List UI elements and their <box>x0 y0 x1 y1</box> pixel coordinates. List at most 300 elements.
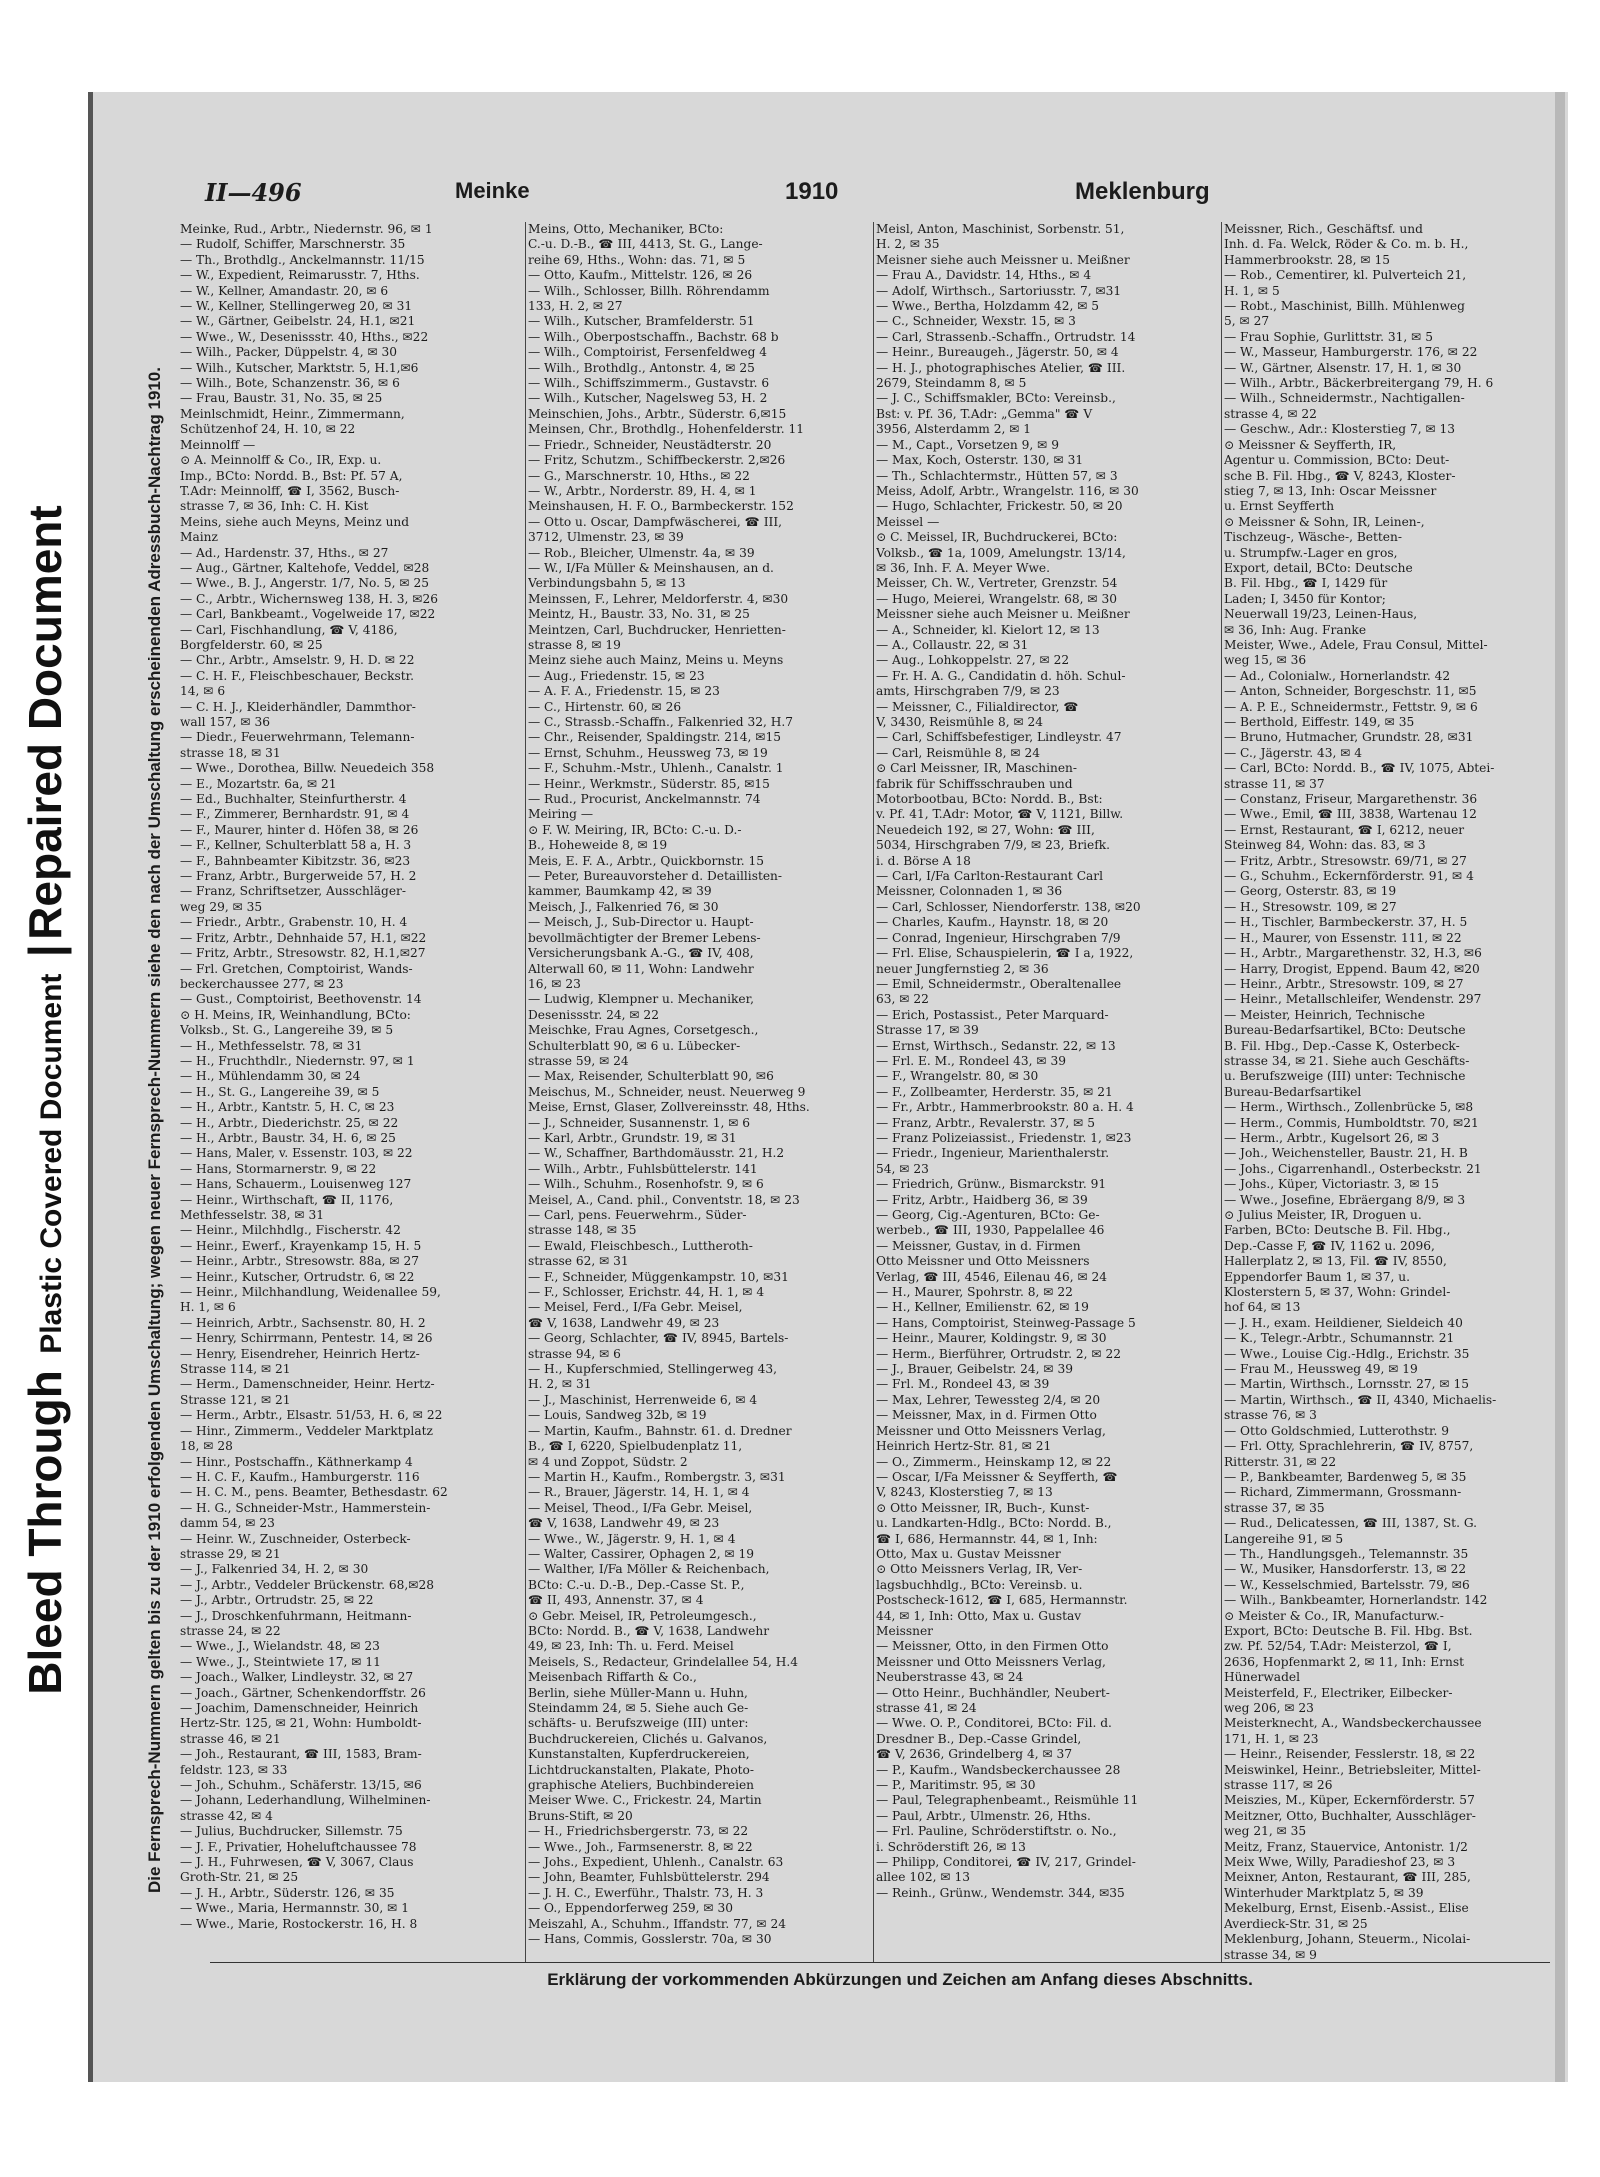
footer-rule <box>210 1962 1550 1963</box>
directory-entry: weg 15, ✉ 36 <box>1224 653 1307 668</box>
directory-entry: Meins, Otto, Mechaniker, BCto: <box>528 222 724 236</box>
directory-entry: — Frl. Elise, Schauspielerin, ☎ I a, 1922, <box>876 946 1134 961</box>
directory-entry: Volksb., ☎ 1a, 1009, Amelungstr. 13/14, <box>876 545 1126 560</box>
directory-entry: Otto, Max u. Gustav Meissner <box>876 1546 1061 1561</box>
directory-entry: — Fritz, Arbtr., Stresowstr. 82, H.1,✉27 <box>180 946 426 961</box>
directory-entry: Steinweg 84, Wohn: das. 83, ✉ 3 <box>1224 838 1426 853</box>
directory-entry: — Richard, Zimmermann, Grossmann- <box>1224 1485 1462 1500</box>
directory-entry: ⊙ Meissner & Sohn, IR, Leinen-, <box>1224 514 1425 529</box>
directory-entry: — W., Arbtr., Norderstr. 89, H. 4, ✉ 1 <box>528 483 757 498</box>
directory-entry: — Th., Schlachtermstr., Hütten 57, ✉ 3 <box>876 468 1118 483</box>
directory-entry: — Geschw., Adr.: Klosterstieg 7, ✉ 13 <box>1224 422 1456 437</box>
directory-entry: amts, Hirschgraben 7/9, ✉ 23 <box>876 684 1060 699</box>
directory-entry: Borgfelderstr. 60, ✉ 25 <box>180 637 323 652</box>
directory-entry: — Meisch, J., Sub-Director u. Haupt- <box>528 915 754 930</box>
directory-entry: — Frl. E. M., Rondeel 43, ✉ 39 <box>876 1053 1066 1068</box>
directory-entry: Meitzner, Otto, Buchhalter, Ausschläger- <box>1224 1808 1476 1823</box>
directory-entry: — Wwe., Josefine, Ebräergang 8/9, ✉ 3 <box>1224 1192 1466 1207</box>
directory-entry: sche B. Fil. Hbg., ☎ V, 8243, Kloster- <box>1224 468 1456 483</box>
directory-entry: — Wwe., W., Desenissstr. 40, Hths., ✉22 <box>180 329 429 344</box>
directory-entry: — P., Maritimstr. 95, ✉ 30 <box>876 1778 1036 1793</box>
directory-entry: ⊙ F. W. Meiring, IR, BCto: C.-u. D.- <box>528 822 742 837</box>
directory-entry: — Bruno, Hutmacher, Grundstr. 28, ✉31 <box>1224 730 1474 745</box>
directory-entry: — Wwe., Marie, Rostockerstr. 16, H. 8 <box>180 1916 418 1931</box>
directory-entry: B., ☎ I, 6220, Spielbudenplatz 11, <box>528 1439 743 1454</box>
directory-entry: Mainz <box>180 530 218 545</box>
directory-entry: — Henry, Eisendreher, Heinrich Hertz- <box>180 1346 420 1361</box>
directory-entry: strasse 24, ✉ 22 <box>180 1623 281 1638</box>
directory-entry: — Meisel, Theod., I/Fa Gebr. Meisel, <box>528 1500 753 1515</box>
directory-entry: Meinsen, Chr., Brothdlg., Hohenfelderstr. 11 <box>528 422 805 437</box>
directory-entry: — Ernst, Restaurant, ☎ I, 6212, neuer <box>1224 822 1465 837</box>
directory-entry: — Gust., Comptoirist, Beethovenstr. 14 <box>180 992 422 1007</box>
directory-entry: Meissner und Otto Meissners Verlag, <box>876 1423 1106 1438</box>
directory-entry: — Ed., Buchhalter, Steinfurtherstr. 4 <box>180 792 407 807</box>
directory-entry: Heinrich Hertz-Str. 81, ✉ 21 <box>876 1439 1052 1454</box>
directory-entry: — Joach., Walker, Lindleystr. 32, ✉ 27 <box>180 1670 414 1685</box>
directory-entry: Meinssen, F., Lehrer, Meldorferstr. 4, ✉30 <box>528 591 789 606</box>
directory-entry: strasse 148, ✉ 35 <box>528 1223 637 1238</box>
directory-entry: Meischke, Frau Agnes, Corsetgesch., <box>528 1023 759 1038</box>
directory-entry: V, 3430, Reismühle 8, ✉ 24 <box>876 715 1044 729</box>
directory-entry: — Franz Polizeiassist., Friedenstr. 1, ✉23 <box>876 1130 1132 1145</box>
directory-entry: — Constanz, Friseur, Margarethenstr. 36 <box>1224 792 1478 807</box>
directory-entry: — Meisel, Ferd., I/Fa Gebr. Meisel, <box>528 1300 743 1315</box>
directory-entry: — Fritz, Arbtr., Dehnhaide 57, H.1, ✉22 <box>180 930 427 945</box>
directory-entry: — Heinr., Ewerf., Krayenkamp 15, H. 5 <box>180 1238 422 1253</box>
directory-entry: Export, detail, BCto: Deutsche <box>1224 560 1413 575</box>
directory-entry: ⊙ Gebr. Meisel, IR, Petroleumgesch., <box>528 1608 757 1623</box>
directory-entry: — G., Marschnerstr. 10, Hths., ✉ 22 <box>528 468 750 483</box>
directory-entry: — Wilh., Schlosser, Billh. Röhrendamm <box>528 283 770 298</box>
directory-entry: — Joh., Schuhm., Schäferstr. 13/15, ✉6 <box>180 1778 422 1793</box>
directory-entry: — H., Kupferschmied, Stellingerweg 43, <box>528 1362 778 1377</box>
directory-entry: B. Fil. Hbg., Dep.-Casse K, Osterbeck- <box>1224 1038 1460 1053</box>
directory-entry: v. Pf. 41, T.Adr: Motor, ☎ V, 1121, Billw. <box>876 807 1124 822</box>
directory-entry: — J., Arbtr., Ortrudstr. 25, ✉ 22 <box>180 1593 374 1608</box>
directory-entry: — Walter, Cassirer, Ophagen 2, ✉ 19 <box>528 1546 755 1561</box>
directory-entry: Meinlschmidt, Heinr., Zimmermann, <box>180 406 405 421</box>
directory-entry: — Philipp, Conditorei, ☎ IV, 217, Grindel- <box>876 1855 1136 1870</box>
directory-entry: — Hinr., Zimmerm., Veddeler Marktplatz <box>180 1423 433 1438</box>
directory-entry: ☎ V, 2636, Grindelberg 4, ✉ 37 <box>876 1747 1073 1762</box>
directory-entry: — Hugo, Meierei, Wrangelstr. 68, ✉ 30 <box>876 591 1117 606</box>
directory-entry: strasse 4, ✉ 22 <box>1224 406 1317 421</box>
directory-entry: Meiss, Adolf, Arbtr., Wrangelstr. 116, ✉ 30 <box>876 483 1139 498</box>
directory-entry: zw. Pf. 52/54, T.Adr: Meisterzol, ☎ I, <box>1224 1639 1452 1654</box>
directory-entry: strasse 18, ✉ 31 <box>180 745 281 760</box>
directory-entry: — Fritz, Arbtr., Stresowstr. 69/71, ✉ 27 <box>1224 853 1467 868</box>
directory-entry: Hertz-Str. 125, ✉ 21, Wohn: Humboldt- <box>180 1716 422 1731</box>
directory-entry: Meissner und Otto Meissners Verlag, <box>876 1654 1106 1669</box>
directory-entry: — F., Schuhm.-Mstr., Uhlenh., Canalstr. 1 <box>528 761 784 776</box>
directory-entry: — Wilh., Packer, Düppelstr. 4, ✉ 30 <box>180 345 398 360</box>
directory-entry: — P., Bankbeamter, Bardenweg 5, ✉ 35 <box>1224 1469 1467 1484</box>
directory-entry: — Wilh., Schneidermstr., Nachtigallen- <box>1224 391 1465 406</box>
directory-entry: Meissner siehe auch Meisner u. Meißner <box>876 607 1130 622</box>
directory-entry: Groth-Str. 21, ✉ 25 <box>180 1870 299 1885</box>
directory-entry: — Herm., Commis, Humboldtstr. 70, ✉21 <box>1224 1115 1479 1130</box>
directory-entry: — Hans, Schauerm., Louisenweg 127 <box>180 1177 412 1192</box>
directory-entry: — H., Tischler, Barmbeckerstr. 37, H. 5 <box>1224 915 1468 930</box>
directory-entry: — Carl, I/Fa Carlton-Restaurant Carl <box>876 869 1104 884</box>
directory-entry: Meinke, Rud., Arbtr., Niedernstr. 96, ✉ 1 <box>180 222 433 236</box>
directory-entry: — Johann, Lederhandlung, Wilhelminen- <box>180 1793 431 1808</box>
directory-entry: — Wwe., B. J., Angerstr. 1/7, No. 5, ✉ 25 <box>180 576 429 591</box>
directory-entry: 49, ✉ 23, Inh: Th. u. Ferd. Meisel <box>528 1639 734 1654</box>
directory-entry: strasse 11, ✉ 37 <box>1224 776 1325 791</box>
directory-entry: — Wwe., Louise Cig.-Hdlg., Erichstr. 35 <box>1224 1346 1470 1361</box>
directory-entry: Agentur u. Commission, BCto: Deut- <box>1224 453 1450 468</box>
directory-entry: — H., Arbtr., Kantstr. 5, H. C, ✉ 23 <box>180 1100 395 1115</box>
directory-entry: strasse 7, ✉ 36, Inh: C. H. Kist <box>180 499 369 514</box>
directory-entry: ☎ V, 1638, Landwehr 49, ✉ 23 <box>528 1315 720 1330</box>
directory-entry: — Heinr., Arbtr., Stresowstr. 109, ✉ 27 <box>1224 976 1464 991</box>
directory-entry: Meissner, Colonnaden 1, ✉ 36 <box>876 884 1063 899</box>
directory-entry: — Wwe., W., Jägerstr. 9, H. 1, ✉ 4 <box>528 1531 736 1546</box>
directory-entry: ⊙ Meister & Co., IR, Manufacturw.- <box>1224 1608 1444 1623</box>
directory-entry: — Heinr. W., Zuschneider, Osterbeck- <box>180 1531 411 1546</box>
directory-entry: — Ad., Colonialw., Hornerlandstr. 42 <box>1224 668 1451 683</box>
directory-entry: — H., Friedrichsbergerstr. 73, ✉ 22 <box>528 1824 749 1839</box>
directory-entry: — Heinr., Reisender, Fesslerstr. 18, ✉ 22 <box>1224 1747 1476 1762</box>
directory-entry: — Heinr., Bureaugeh., Jägerstr. 50, ✉ 4 <box>876 345 1119 360</box>
directory-entry: — Carl, Schlosser, Niendorferstr. 138, ✉20 <box>876 899 1141 914</box>
directory-entry: Meisterknecht, A., Wandsbeckerchaussee <box>1224 1716 1482 1731</box>
directory-entry: — Hinr., Postschaffn., Käthnerkamp 4 <box>180 1454 413 1469</box>
directory-entry: — Heinr., Metallschleifer, Wendenstr. 297 <box>1224 992 1482 1007</box>
directory-entry: — W., Schaffner, Barthdomäusstr. 21, H.2 <box>528 1146 785 1161</box>
directory-entry: strasse 94, ✉ 6 <box>528 1346 621 1361</box>
directory-entry: Meinnolff — <box>180 437 256 452</box>
directory-entry: Bruns-Stift, ✉ 20 <box>528 1808 633 1823</box>
directory-entry: strasse 62, ✉ 31 <box>528 1254 629 1269</box>
directory-entry: ⊙ Julius Meister, IR, Droguen u. <box>1224 1208 1422 1222</box>
directory-entry: — H., St. G., Langereihe 39, ✉ 5 <box>180 1084 380 1099</box>
directory-entry: — Carl, Bankbeamt., Vogelweide 17, ✉22 <box>180 607 436 622</box>
directory-entry: — E., Mozartstr. 6a, ✉ 21 <box>180 776 337 791</box>
directory-entry: — Carl, Strassenb.-Schaffn., Ortrudstr. 14 <box>876 329 1136 344</box>
directory-entry: Volksb., St. G., Langereihe 39, ✉ 5 <box>180 1023 394 1038</box>
directory-entry: — Diedr., Feuerwehrmann, Telemann- <box>180 730 415 745</box>
directory-entry: Meitz, Franz, Stauervice, Antonistr. 1/2 <box>1224 1839 1468 1854</box>
directory-entry: ☎ II, 493, Annenstr. 37, ✉ 4 <box>528 1593 704 1608</box>
directory-entry: Meins, siehe auch Meyns, Meinz und <box>180 514 410 529</box>
directory-entry: — Meister, Heinrich, Technische <box>1224 1007 1425 1022</box>
directory-entry: — H., Maurer, Spohrstr. 8, ✉ 22 <box>876 1285 1073 1300</box>
directory-entry: Dresdner B., Dep.-Casse Grindel, <box>876 1731 1082 1746</box>
directory-entry: Bureau-Bedarfsartikel, BCto: Deutsche <box>1224 1023 1466 1038</box>
directory-entry: strasse 41, ✉ 24 <box>876 1701 977 1715</box>
directory-entry: — Otto Goldschmied, Lutterothstr. 9 <box>1224 1423 1449 1438</box>
directory-entry: — Louis, Sandweg 32b, ✉ 19 <box>528 1408 707 1423</box>
directory-entry: — Walther, I/Fa Möller & Reichenbach, <box>528 1562 770 1577</box>
directory-entry: — Wilh., Schuhm., Rosenhofstr. 9, ✉ 6 <box>528 1177 764 1192</box>
directory-entry: Desenissstr. 24, ✉ 22 <box>528 1007 659 1022</box>
directory-entry: Alterwall 60, ✉ 11, Wohn: Landwehr <box>528 961 754 976</box>
directory-entry: Meister, Wwe., Adele, Frau Consul, Mittel- <box>1224 637 1488 652</box>
directory-entry: — Wwe., Joh., Farmsenerstr. 8, ✉ 22 <box>528 1839 753 1854</box>
directory-entry: Hallerplatz 2, ✉ 13, Fil. ☎ IV, 8550, <box>1224 1254 1447 1269</box>
directory-entry: — W., Kellner, Stellingerweg 20, ✉ 31 <box>180 299 413 314</box>
directory-entry: — Henry, Schirrmann, Pentestr. 14, ✉ 26 <box>180 1331 433 1346</box>
footer-note: Erklärung der vorkommenden Abkürzungen und Zeichen am Anfang dieses Abschnitts. <box>547 1970 1253 1989</box>
directory-entry: — F., Bahnbeamter Kibitzstr. 36, ✉23 <box>180 853 411 868</box>
directory-entry: strasse 34, ✉ 21. Siehe auch Geschäfts- <box>1224 1053 1470 1068</box>
column-1 <box>180 222 510 1962</box>
directory-entry: — Hans, Stormarnerstr. 9, ✉ 22 <box>180 1161 377 1176</box>
directory-entry: — Peter, Bureauvorsteher d. Detaillisten- <box>528 869 783 884</box>
directory-entry: — Heinr., Milchhdlg., Fischerstr. 42 <box>180 1223 401 1238</box>
directory-entry: — Heinr., Milchhandlung, Weidenallee 59, <box>180 1285 441 1300</box>
directory-entry: — Wilh., Kutscher, Bramfelderstr. 51 <box>528 314 755 329</box>
directory-entry: — Frl. Pauline, Schröderstiftstr. o. No., <box>876 1824 1117 1839</box>
directory-entry: — Wilh., Arbtr., Fuhlsbüttelerstr. 141 <box>528 1161 758 1176</box>
directory-entry: BCto: C.-u. D.-B., Dep.-Casse St. P., <box>528 1577 745 1592</box>
directory-entry: — Rob., Bleicher, Ulmenstr. 4a, ✉ 39 <box>528 545 755 560</box>
directory-entry: — H. J., photographisches Atelier, ☎ III. <box>876 360 1126 375</box>
directory-entry: — Rudolf, Schiffer, Marschnerstr. 35 <box>180 237 406 252</box>
directory-entry: Methfesselstr. 38, ✉ 31 <box>180 1208 325 1222</box>
directory-entry: werbeb., ☎ III, 1930, Pappelallee 46 <box>876 1223 1105 1238</box>
directory-entry: — Paul, Telegraphenbeamt., Reismühle 11 <box>876 1793 1139 1808</box>
directory-entry: strasse 42, ✉ 4 <box>180 1808 273 1823</box>
directory-entry: — John, Beamter, Fuhlsbüttelerstr. 294 <box>528 1870 770 1885</box>
directory-entry: — Martin, Wirthsch., Lornsstr. 27, ✉ 15 <box>1224 1377 1469 1392</box>
directory-entry: — Otto Heinr., Buchhändler, Neubert- <box>876 1685 1110 1700</box>
directory-columns <box>180 222 1550 1962</box>
page-number: II—496 <box>205 178 302 207</box>
directory-entry: 2679, Steindamm 8, ✉ 5 <box>876 376 1027 391</box>
directory-entry: — Wilh., Arbtr., Bäckerbreitergang 79, H. 6 <box>1224 376 1494 391</box>
directory-entry: — G., Schuhm., Eckernförderstr. 91, ✉ 4 <box>1224 869 1474 884</box>
directory-entry: Motorbootbau, BCto: Nordd. B., Bst: <box>876 792 1103 807</box>
side-label-strip <box>0 0 90 2177</box>
directory-entry: Neuberstrasse 43, ✉ 24 <box>876 1670 1024 1685</box>
directory-entry: — Herm., Arbtr., Elsastr. 51/53, H. 6, ✉ 22 <box>180 1408 443 1423</box>
directory-entry: strasse 34, ✉ 9 <box>1224 1947 1317 1962</box>
directory-entry: Meixner, Anton, Restaurant, ☎ III, 285, <box>1224 1870 1471 1885</box>
directory-entry: — Friedr., Ingenieur, Marienthalerstr. <box>876 1146 1110 1161</box>
directory-entry: — J. H., Fuhrwesen, ☎ V, 3067, Claus <box>180 1855 414 1870</box>
directory-entry: — Meissner, Otto, in den Firmen Otto <box>876 1639 1109 1654</box>
directory-entry: — J., Falkenried 34, H. 2, ✉ 30 <box>180 1562 369 1577</box>
directory-entry: — H., Arbtr., Margarethenstr. 32, H.3, ✉6 <box>1224 946 1482 961</box>
directory-entry: Export, BCto: Deutsche B. Fil. Hbg. Bst. <box>1224 1623 1473 1638</box>
directory-entry: H. 1, ✉ 6 <box>180 1300 236 1315</box>
directory-entry: — Carl, Reismühle 8, ✉ 24 <box>876 745 1041 760</box>
directory-entry: — H. C. F., Kaufm., Hamburgerstr. 116 <box>180 1469 420 1484</box>
directory-entry: — M., Capt., Vorsetzen 9, ✉ 9 <box>876 437 1059 452</box>
directory-entry: — Wwe., Bertha, Holzdamm 42, ✉ 5 <box>876 299 1100 314</box>
directory-entry: ✉ 36, Inh: Aug. Franke <box>1224 622 1367 637</box>
directory-entry: — H., Mühlendamm 30, ✉ 24 <box>180 1069 361 1084</box>
directory-entry: — F., Schlosser, Erichstr. 44, H. 1, ✉ 4 <box>528 1285 765 1300</box>
directory-entry: weg 21, ✉ 35 <box>1224 1824 1307 1839</box>
directory-entry: lagsbuchhdlg., BCto: Vereinsb. u. <box>876 1577 1083 1592</box>
directory-entry: — Frau A., Davidstr. 14, Hths., ✉ 4 <box>876 268 1092 283</box>
directory-entry: Versicherungsbank A.-G., ☎ IV, 408, <box>528 946 754 961</box>
directory-entry: — A. P. E., Schneidermstr., Fettstr. 9, ✉ 6 <box>1224 699 1478 714</box>
directory-entry: — C. H. J., Kleiderhändler, Dammthor- <box>180 699 416 714</box>
directory-entry: hof 64, ✉ 13 <box>1224 1300 1301 1315</box>
directory-entry: C.-u. D.-B., ☎ III, 4413, St. G., Lange- <box>528 237 763 252</box>
directory-entry: Imp., BCto: Nordd. B., Bst: Pf. 57 A, <box>180 468 403 483</box>
directory-entry: — Fr. H. A. G., Candidatin d. höh. Schul- <box>876 668 1126 683</box>
directory-entry: — Otto u. Oscar, Dampfwäscherei, ☎ III, <box>528 514 783 529</box>
directory-entry: — Herm., Bierführer, Ortrudstr. 2, ✉ 22 <box>876 1346 1121 1361</box>
directory-entry: — F., Wrangelstr. 80, ✉ 30 <box>876 1069 1039 1084</box>
directory-entry: Meisels, S., Redacteur, Grindelallee 54, H.4 <box>528 1654 799 1669</box>
directory-entry: — Wilh., Bankbeamter, Hornerlandstr. 142 <box>1224 1593 1488 1608</box>
directory-entry: — Wilh., Schiffszimmerm., Gustavstr. 6 <box>528 376 770 391</box>
directory-entry: — Ernst, Schuhm., Heussweg 73, ✉ 19 <box>528 745 768 760</box>
directory-entry: — Robt., Maschinist, Billh. Mühlenweg <box>1224 299 1465 314</box>
directory-entry: — Harry, Drogist, Eppend. Baum 42, ✉20 <box>1224 961 1480 976</box>
directory-entry: Meiswinkel, Heinr., Betriebsleiter, Mittel- <box>1224 1762 1481 1777</box>
directory-entry: Steindamm 24, ✉ 5. Siehe auch Ge- <box>528 1701 749 1715</box>
directory-entry: — W., Kesselschmied, Bartelsstr. 79, ✉6 <box>1224 1577 1470 1592</box>
directory-entry: — Herm., Arbtr., Kugelsort 26, ✉ 3 <box>1224 1130 1440 1145</box>
directory-entry: allee 102, ✉ 13 <box>876 1870 970 1885</box>
directory-entry: — C., Schneider, Wexstr. 15, ✉ 3 <box>876 314 1076 329</box>
page-edge <box>1555 92 1565 2082</box>
directory-entry: — J. F., Privatier, Hoheluftchaussee 78 <box>180 1839 417 1854</box>
directory-entry: — O., Eppendorferweg 259, ✉ 30 <box>528 1901 733 1916</box>
directory-entry: — W., Masseur, Hamburgerstr. 176, ✉ 22 <box>1224 345 1478 360</box>
directory-entry: strasse 59, ✉ 24 <box>528 1053 629 1068</box>
directory-entry: — W., Gärtner, Geibelstr. 24, H.1, ✉21 <box>180 314 416 329</box>
directory-entry: — Frl. M., Rondeel 43, ✉ 39 <box>876 1377 1050 1392</box>
directory-entry: — Adolf, Wirthsch., Sartoriusstr. 7, ✉31 <box>876 283 1122 298</box>
header-right-word: Meklenburg <box>1075 178 1210 205</box>
directory-entry: strasse 117, ✉ 26 <box>1224 1778 1333 1793</box>
directory-entry: — W., Gärtner, Alsenstr. 17, H. 1, ✉ 30 <box>1224 360 1462 375</box>
directory-entry: BCto: Nordd. B., ☎ V, 1638, Landwehr <box>528 1623 770 1638</box>
directory-entry: — Friedrich, Grünw., Bismarckstr. 91 <box>876 1177 1107 1192</box>
directory-entry: — Ernst, Wirthsch., Sedanstr. 22, ✉ 13 <box>876 1038 1116 1053</box>
directory-entry: — C., Hirtenstr. 60, ✉ 26 <box>528 699 682 714</box>
directory-entry: weg 29, ✉ 35 <box>180 899 263 914</box>
directory-entry: — Georg, Osterstr. 83, ✉ 19 <box>1224 884 1397 899</box>
directory-entry: — H., Methfesselstr. 78, ✉ 31 <box>180 1038 363 1053</box>
directory-entry: beckerchaussee 277, ✉ 23 <box>180 976 344 991</box>
directory-entry: 3956, Alsterdamm 2, ✉ 1 <box>876 422 1032 437</box>
directory-entry: H. 2, ✉ 35 <box>876 237 940 252</box>
directory-entry: Meissel — <box>876 514 940 529</box>
directory-entry: i. d. Börse A 18 <box>876 853 971 868</box>
directory-entry: — Meissner, Max, in d. Firmen Otto <box>876 1408 1097 1423</box>
directory-entry: Inh. d. Fa. Welck, Röder & Co. m. b. H., <box>1224 237 1469 252</box>
directory-entry: — Aug., Gärtner, Kaltehofe, Veddel, ✉28 <box>180 560 430 575</box>
directory-entry: — C., Arbtr., Wichernsweg 138, H. 3, ✉26 <box>180 591 438 606</box>
directory-entry: — W., I/Fa Müller & Meinshausen, an d. <box>528 560 774 575</box>
directory-entry: Strasse 121, ✉ 21 <box>180 1392 291 1407</box>
directory-entry: — Ad., Hardenstr. 37, Hths., ✉ 27 <box>180 545 389 560</box>
directory-entry: — Hugo, Schlachter, Frickestr. 50, ✉ 20 <box>876 499 1123 514</box>
column-2 <box>528 222 858 1962</box>
directory-entry: Meise, Ernst, Glaser, Zollvereinsstr. 48, Hths. <box>528 1100 810 1115</box>
directory-entry: strasse 29, ✉ 21 <box>180 1546 281 1561</box>
directory-entry: strasse 8, ✉ 19 <box>528 637 621 652</box>
directory-entry: — Aug., Lohkoppelstr. 27, ✉ 22 <box>876 653 1070 668</box>
directory-entry: Meiszahl, A., Schuhm., Iffandstr. 77, ✉ 24 <box>528 1916 786 1931</box>
directory-entry: ⊙ C. Meissel, IR, Buchdruckerei, BCto: <box>876 530 1118 545</box>
directory-entry: Meissner, Rich., Geschäftsf. und <box>1224 222 1423 236</box>
directory-entry: — Heinr., Wirthschaft, ☎ II, 1176, <box>180 1192 394 1207</box>
directory-entry: fabrik für Schiffsschrauben und <box>876 776 1073 791</box>
directory-entry: — Wilh., Bote, Schanzenstr. 36, ✉ 6 <box>180 376 400 391</box>
directory-entry: ☎ I, 686, Hermannstr. 44, ✉ 1, Inh: <box>876 1531 1098 1546</box>
directory-entry: Meischus, M., Schneider, neust. Neuerweg 9 <box>528 1084 806 1099</box>
directory-entry: ⊙ Otto Meissner, IR, Buch-, Kunst- <box>876 1500 1090 1515</box>
directory-entry: strasse 37, ✉ 35 <box>1224 1500 1325 1515</box>
directory-entry: — A. F. A., Friedenstr. 15, ✉ 23 <box>528 684 720 699</box>
directory-entry: — J., Brauer, Geibelstr. 24, ✉ 39 <box>876 1362 1073 1377</box>
directory-entry: — Rud., Procurist, Anckelmannstr. 74 <box>528 792 761 807</box>
directory-entry: Ritterstr. 31, ✉ 22 <box>1224 1454 1337 1469</box>
directory-entry: — Heinr., Werkmstr., Süderstr. 85, ✉15 <box>528 776 770 791</box>
directory-entry: — F., Schneider, Müggenkampstr. 10, ✉31 <box>528 1269 789 1284</box>
directory-entry: feldstr. 123, ✉ 33 <box>180 1762 288 1777</box>
directory-entry: u. Strumpfw.-Lager en gros, <box>1224 545 1398 560</box>
directory-entry: — Franz, Schriftsetzer, Ausschläger- <box>180 884 406 899</box>
directory-entry: — Th., Handlungsgeh., Telemannstr. 35 <box>1224 1546 1469 1561</box>
directory-entry: — Heinr., Arbtr., Stresowstr. 88a, ✉ 27 <box>180 1254 420 1269</box>
directory-entry: Meintz, H., Baustr. 33, No. 31, ✉ 25 <box>528 607 750 622</box>
directory-entry: — Oscar, I/Fa Meissner & Seyfferth, ☎ <box>876 1469 1118 1484</box>
page-header <box>205 178 1545 218</box>
directory-entry: — Aug., Friedenstr. 15, ✉ 23 <box>528 668 705 683</box>
directory-entry: Meklenburg, Johann, Steuerm., Nicolai- <box>1224 1932 1471 1947</box>
directory-entry: Meinshausen, H. F. O., Barmbeckerstr. 152 <box>528 499 794 514</box>
directory-entry: — Otto, Kaufm., Mittelstr. 126, ✉ 26 <box>528 268 753 283</box>
directory-entry: 133, H. 2, ✉ 27 <box>528 299 623 314</box>
directory-entry: — Carl, pens. Feuerwehrm., Süder- <box>528 1208 747 1222</box>
directory-entry: — Herm., Wirthsch., Zollenbrücke 5, ✉8 <box>1224 1100 1474 1115</box>
directory-entry: 5, ✉ 27 <box>1224 314 1270 329</box>
directory-entry: u. Berufszweige (III) unter: Technische <box>1224 1069 1466 1084</box>
directory-entry: Schulterblatt 90, ✉ 6 u. Lübecker- <box>528 1038 741 1053</box>
directory-entry: — Max, Lehrer, Tewessteg 2/4, ✉ 20 <box>876 1392 1101 1407</box>
directory-entry: Schützenhof 24, H. 10, ✉ 22 <box>180 422 356 437</box>
directory-entry: — Joh., Restaurant, ☎ III, 1583, Bram- <box>180 1747 422 1762</box>
directory-entry: — Reinh., Grünw., Wendemstr. 344, ✉35 <box>876 1885 1125 1900</box>
directory-entry: B., Hoheweide 8, ✉ 19 <box>528 838 668 853</box>
directory-entry: — R., Brauer, Jägerstr. 14, H. 1, ✉ 4 <box>528 1485 750 1500</box>
directory-entry: ☎ V, 1638, Landwehr 49, ✉ 23 <box>528 1516 720 1531</box>
directory-entry: — Wilh., Oberpostschaffn., Bachstr. 68 b <box>528 329 779 344</box>
directory-entry: — Max, Koch, Osterstr. 130, ✉ 31 <box>876 453 1084 468</box>
directory-entry: — Carl, BCto: Nordd. B., ☎ IV, 1075, Abtei- <box>1224 761 1495 776</box>
directory-entry: Langereihe 91, ✉ 5 <box>1224 1531 1344 1546</box>
directory-entry: — Heinr., Maurer, Koldingstr. 9, ✉ 30 <box>876 1331 1107 1346</box>
directory-entry: — Th., Brothdlg., Anckelmannstr. 11/15 <box>180 252 425 267</box>
directory-entry: — Wilh., Kutscher, Nagelsweg 53, H. 2 <box>528 391 768 406</box>
directory-entry: wall 157, ✉ 36 <box>180 715 270 729</box>
directory-entry: Strasse 114, ✉ 21 <box>180 1362 291 1377</box>
directory-entry: Meissner <box>876 1623 933 1638</box>
directory-entry: — Georg, Schlachter, ☎ IV, 8945, Bartels- <box>528 1331 789 1346</box>
directory-entry: Meinz siehe auch Mainz, Meins u. Meyns <box>528 653 784 668</box>
directory-entry: — Herm., Damenschneider, Heinr. Hertz- <box>180 1377 435 1392</box>
directory-entry: strasse 46, ✉ 21 <box>180 1731 281 1746</box>
directory-entry: — Rud., Delicatessen, ☎ III, 1387, St. G. <box>1224 1516 1477 1531</box>
directory-entry: Neuedeich 192, ✉ 27, Wohn: ☎ III, <box>876 822 1095 837</box>
directory-entry: Meix Wwe, Willy, Paradieshof 23, ✉ 3 <box>1224 1855 1456 1870</box>
directory-entry: i. Schröderstift 26, ✉ 13 <box>876 1839 1026 1854</box>
directory-entry: — Meissner, C., Filialdirector, ☎ <box>876 699 1079 714</box>
